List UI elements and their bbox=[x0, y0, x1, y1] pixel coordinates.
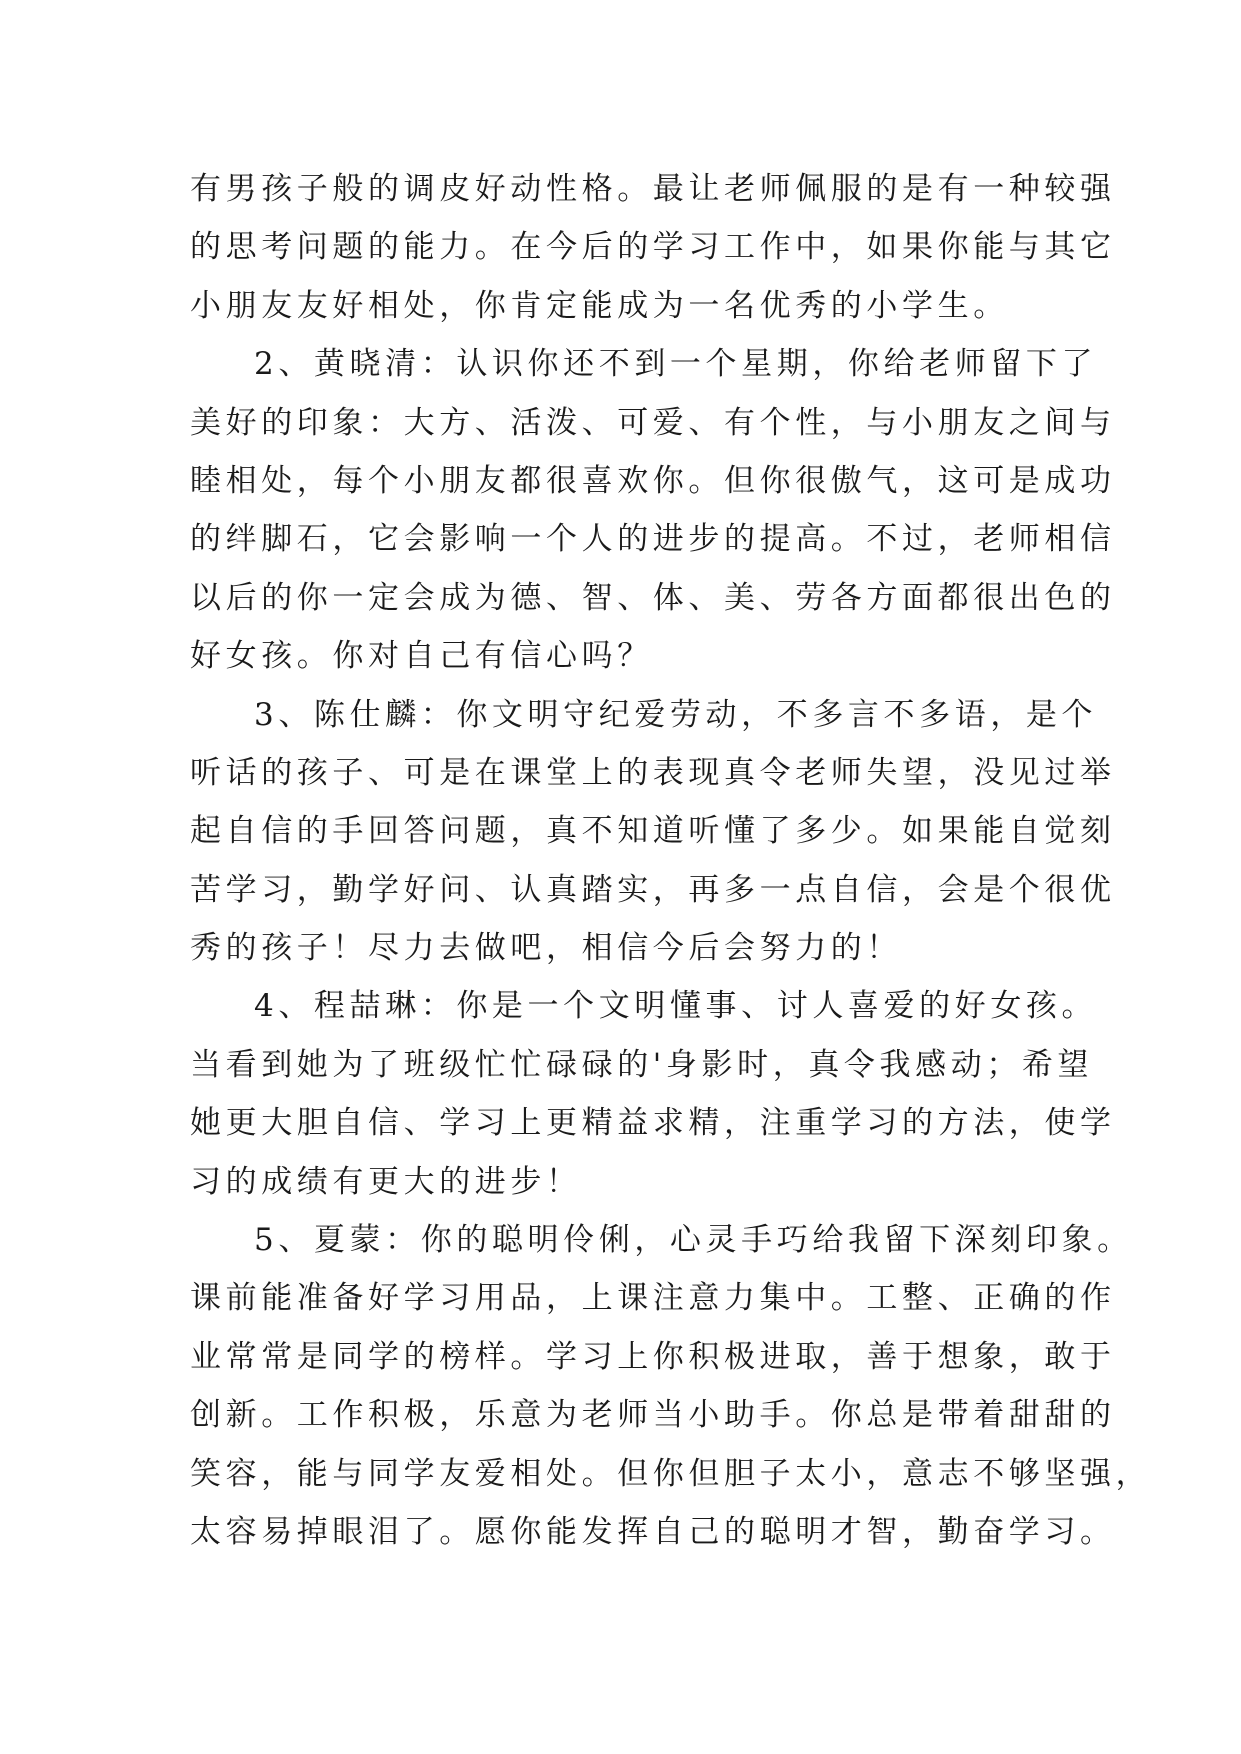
text-line: 5、夏蒙：你的聪明伶俐，心灵手巧给我留下深刻印象。 bbox=[254, 1222, 1133, 1259]
text-line: 小朋友友好相处，你肯定能成为一名优秀的小学生。 bbox=[190, 287, 1009, 324]
text-line: 睦相处，每个小朋友都很喜欢你。但你很傲气，这可是成功 bbox=[190, 462, 1116, 499]
paragraph-comment-4 bbox=[190, 977, 1116, 1211]
paragraph-comment-3 bbox=[190, 686, 1116, 978]
text-line: 有男孩子般的调皮好动性格。最让老师佩服的是有一种较强 bbox=[190, 171, 1116, 207]
paragraph-continuation bbox=[190, 160, 1116, 335]
text-line: 听话的孩子、可是在课堂上的表现真令老师失望，没见过举 bbox=[190, 754, 1116, 791]
text-line: 笑容，能与同学友爱相处。但你但胆子太小，意志不够坚强， bbox=[190, 1455, 1152, 1492]
text-line: 的思考问题的能力。在今后的学习工作中，如果你能与其它 bbox=[190, 229, 1116, 266]
document-body bbox=[190, 160, 1152, 1561]
text-line: 美好的印象：大方、活泼、可爱、有个性，与小朋友之间与 bbox=[190, 404, 1116, 441]
text-line: 她更大胆自信、学习上更精益求精，注重学习的方法，使学 bbox=[190, 1105, 1116, 1142]
text-line: 业常常是同学的榜样。学习上你积极进取，善于想象，敢于 bbox=[190, 1338, 1116, 1375]
text-line: 太容易掉眼泪了。愿你能发挥自己的聪明才智，勤奋学习。 bbox=[190, 1513, 1116, 1550]
text-line: 的绊脚石，它会影响一个人的进步的提高。不过，老师相信 bbox=[190, 521, 1116, 558]
text-line: 4、程喆琳：你是一个文明懂事、讨人喜爱的好女孩。 bbox=[254, 988, 1098, 1025]
paragraph-comment-5 bbox=[190, 1211, 1152, 1561]
text-line: 习的成绩有更大的进步！ bbox=[190, 1163, 582, 1200]
text-line: 秀的孩子！尽力去做吧，相信今后会努力的！ bbox=[190, 930, 902, 967]
text-line: 苦学习，勤学好问、认真踏实，再多一点自信，会是个很优 bbox=[190, 871, 1116, 908]
text-line: 以后的你一定会成为德、智、体、美、劳各方面都很出色的 bbox=[190, 579, 1116, 616]
text-line: 创新。工作积极，乐意为老师当小助手。你总是带着甜甜的 bbox=[190, 1397, 1116, 1434]
text-line: 起自信的手回答问题，真不知道听懂了多少。如果能自觉刻 bbox=[190, 813, 1116, 850]
text-line: 好女孩。你对自己有信心吗？ bbox=[190, 638, 653, 675]
text-line: 当看到她为了班级忙忙碌碌的'身影时，真令我感动；希望 bbox=[190, 1046, 1094, 1083]
text-line: 3、陈仕麟：你文明守纪爱劳动，不多言不多语，是个 bbox=[254, 696, 1098, 733]
paragraph-comment-2 bbox=[190, 335, 1116, 685]
text-line: 2、黄晓清：认识你还不到一个星期，你给老师留下了 bbox=[254, 346, 1098, 383]
text-line: 课前能准备好学习用品，上课注意力集中。工整、正确的作 bbox=[190, 1280, 1116, 1317]
